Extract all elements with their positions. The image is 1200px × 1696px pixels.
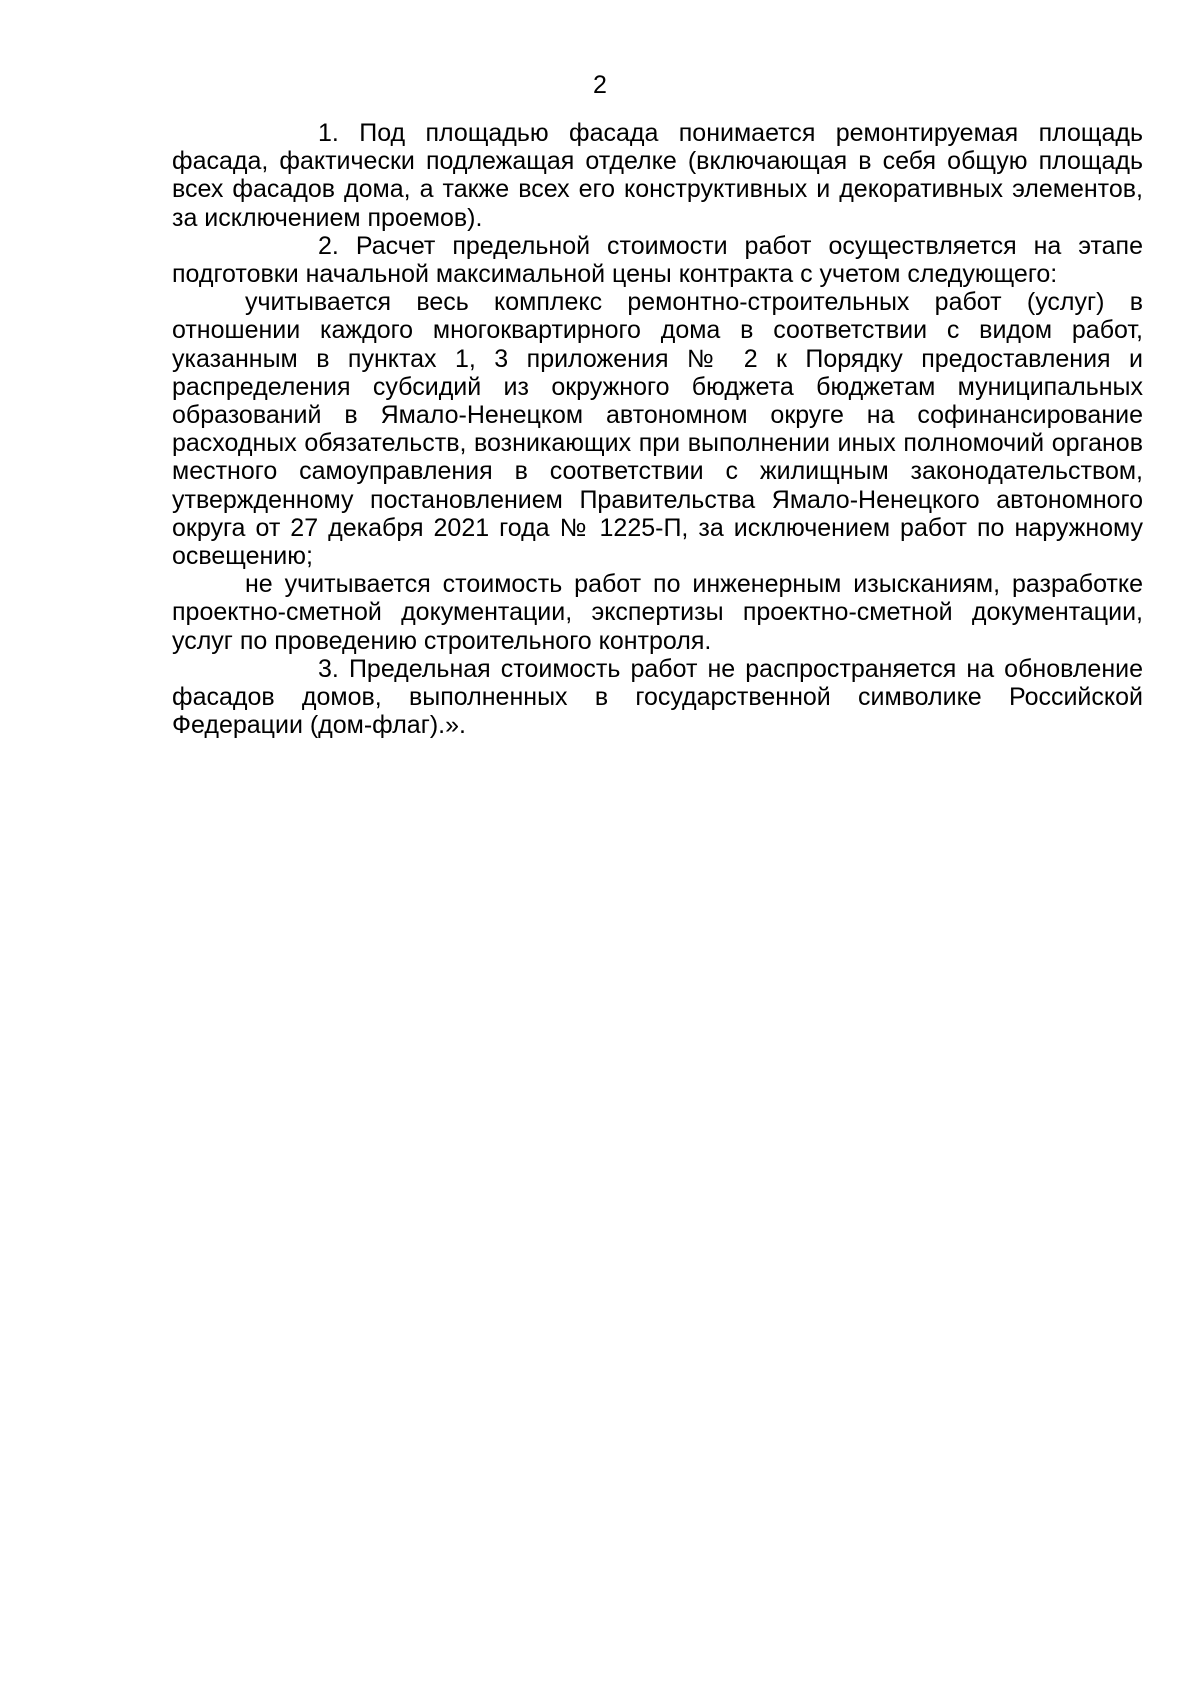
document-body [172,119,1143,739]
paragraph-2 [172,232,1143,288]
page-number: 2 [593,71,607,99]
paragraph-text: учитывается весь комплекс ремонтно-строительных работ (услуг) в отношении каждого многоквартирного дома в соответствии с видом работ, указанным в пунктах 1, 3 приложения № 2 к Порядку предоставления и распределения субсидий из окружного бюджета бюджетам муниципальных образований в Ямало-Ненецком автономном округе на софинансирование расходных обязательств, возникающих при выполнении иных полномочий органов местного самоуправления в соответствии с жилищным законодательством, утвержденному постановлением Правительства Ямало-Ненецкого автономного округа от 27 декабря 2021 года № 1225-П, за исключением работ по наружному освещению; [172,288,1143,571]
paragraph-number: 3. [318,654,339,683]
paragraph-3 [172,655,1143,740]
paragraph-text: Предельная стоимость работ не распространяется на обновление фасадов домов, выполненных в государственной символике Российской Федерации (дом-флаг).». [172,654,1143,740]
paragraph-text: Расчет предельной стоимости работ осуществляется на этапе подготовки начальной максимальной цены контракта с учетом следующего: [172,231,1143,289]
paragraph-text: не учитывается стоимость работ по инженерным изысканиям, разработке проектно-сметной документации, экспертизы проектно-сметной документации, услуг по проведению строительного контроля. [172,570,1143,655]
paragraph-number: 1. [318,119,339,147]
paragraph-2-item-2 [172,570,1143,655]
paragraph-1 [172,119,1143,232]
paragraph-text: Под площадью фасада понимается ремонтируемая площадь фасада, фактически подлежащая отделке (включающая в себя общую площадь всех фасадов дома, а также всех его конструктивных и декоративных элементов, за исключением проемов). [172,119,1143,232]
paragraph-number: 2. [318,231,339,260]
paragraph-2-item-1 [172,288,1143,570]
